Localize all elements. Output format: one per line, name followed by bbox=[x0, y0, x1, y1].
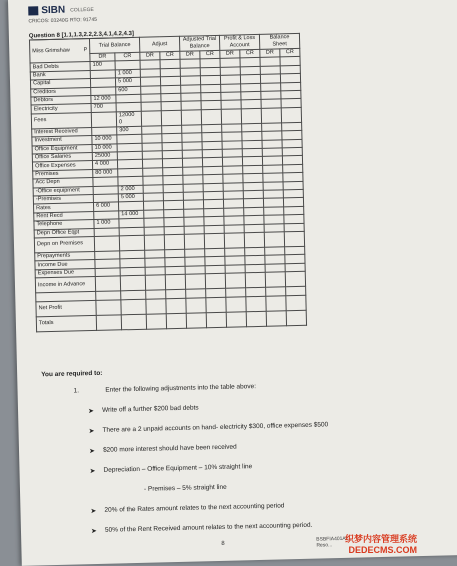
entry-cell bbox=[244, 232, 264, 247]
adjustment-text: Depreciation – Office Equipment – 10% straight line bbox=[103, 463, 253, 474]
required-heading: You are required to: bbox=[41, 369, 103, 379]
entry-cell bbox=[181, 110, 201, 125]
logo-mark-icon bbox=[28, 6, 38, 15]
arrow-bullet-icon: ➤ bbox=[90, 527, 97, 536]
entry-cell bbox=[281, 107, 301, 122]
document-page bbox=[8, 0, 457, 566]
account-name: Prepayments bbox=[35, 251, 95, 261]
account-name: Net Profit bbox=[36, 300, 96, 316]
arrow-bullet-icon: ➤ bbox=[90, 507, 97, 516]
cr-value-overflow: 0 bbox=[118, 119, 123, 126]
account-name: Bad Debts bbox=[30, 62, 90, 72]
account-name: Income Due bbox=[35, 260, 95, 270]
adjustment-item bbox=[89, 459, 443, 476]
account-name: Telephone bbox=[34, 220, 94, 230]
group-header: Adjusted Trial Balance bbox=[179, 35, 219, 51]
trial-balance-dr: 10 000 bbox=[92, 135, 117, 144]
entry-cell bbox=[186, 312, 206, 327]
entry-cell bbox=[261, 108, 281, 123]
entry-cell bbox=[246, 311, 266, 326]
name-header bbox=[29, 39, 90, 64]
entry-cell bbox=[201, 109, 221, 124]
entry-cell bbox=[241, 108, 261, 123]
cr-header: CR bbox=[240, 49, 260, 58]
entry-cell bbox=[206, 312, 226, 327]
trial-balance-dr: 700 bbox=[91, 103, 116, 112]
item-number: 1. bbox=[73, 387, 80, 395]
entry-cell bbox=[286, 310, 306, 325]
logo-subtext: COLLEGE bbox=[70, 6, 94, 13]
group-header: Adjust bbox=[139, 36, 179, 52]
entry-cell bbox=[246, 296, 266, 311]
entry-cell bbox=[144, 235, 164, 250]
entry-cell bbox=[286, 295, 306, 310]
dr-header: DR bbox=[220, 50, 240, 59]
dr-header: DR bbox=[260, 49, 280, 58]
account-name: Electricity bbox=[31, 104, 91, 114]
account-name: Acc Depn bbox=[33, 178, 93, 188]
trial-balance-cr bbox=[121, 314, 146, 330]
trial-balance-cr bbox=[121, 299, 146, 315]
account-name: Bank bbox=[30, 70, 90, 80]
dr-header: DR bbox=[90, 53, 115, 62]
watermark-line-2: DEDECMS.COM bbox=[348, 545, 418, 555]
cricos-code: CRICOS: 03240G RTO: 91745 bbox=[28, 16, 98, 25]
entry-cell bbox=[165, 274, 185, 289]
arrow-bullet-icon: ➤ bbox=[87, 408, 95, 416]
cr-value: 5 000 bbox=[120, 194, 135, 201]
cr-value: 2 000 bbox=[120, 185, 135, 193]
entry-cell bbox=[161, 110, 181, 125]
account-name: Office Equipment bbox=[32, 144, 92, 154]
logo-text: SIBN bbox=[41, 4, 66, 17]
cr-value: 12000 bbox=[118, 111, 135, 119]
adjustment-text: Write off a further $200 bad debts bbox=[101, 404, 199, 414]
entry-cell bbox=[225, 273, 245, 288]
account-name: -Premises bbox=[33, 194, 93, 204]
cr-header: CR bbox=[115, 52, 140, 61]
entry-cell bbox=[245, 272, 265, 287]
entry-cell bbox=[166, 313, 186, 328]
entry-cell bbox=[226, 311, 246, 326]
account-name: Premises bbox=[33, 169, 93, 179]
adjustment-item bbox=[90, 518, 445, 536]
college-logo bbox=[28, 3, 133, 17]
trial-balance-dr bbox=[96, 299, 121, 315]
account-name: Interest Received bbox=[32, 127, 92, 137]
group-header: Trial Balance bbox=[89, 37, 139, 53]
trial-balance-dr bbox=[96, 314, 121, 330]
group-header: Balance Sheet bbox=[259, 33, 299, 49]
trial-balance-dr: 10 000 bbox=[92, 143, 117, 152]
account-name: Depn Office Eqpt bbox=[34, 228, 94, 238]
trial-balance-dr: 12 000 bbox=[91, 95, 116, 104]
entry-cell bbox=[141, 111, 161, 126]
trial-balance-dr: 80 000 bbox=[93, 169, 118, 178]
entry-cell bbox=[266, 295, 286, 310]
adjustment-text: There are a 2 unpaid accounts on hand- electricity $300, office expenses $500 bbox=[102, 421, 329, 434]
account-name: Debtors bbox=[31, 95, 91, 105]
worksheet-table bbox=[28, 30, 307, 332]
cr-header: CR bbox=[200, 50, 220, 59]
instruction-item bbox=[41, 379, 441, 396]
arrow-bullet-icon: ➤ bbox=[88, 448, 96, 456]
entry-cell bbox=[264, 232, 284, 247]
entry-cell bbox=[265, 272, 285, 287]
cr-value: 1 000 bbox=[117, 69, 132, 77]
adjustment-text: 20% of the Rates amount relates to the next accounting period bbox=[104, 502, 285, 514]
cr-value: 300 bbox=[119, 127, 129, 134]
page-number: 8 bbox=[221, 540, 225, 547]
trial-balance-dr bbox=[94, 236, 119, 252]
adjustment-item bbox=[88, 419, 442, 436]
cr-value: 5 000 bbox=[117, 78, 133, 85]
trial-balance-cr bbox=[119, 235, 144, 251]
worksheet-body bbox=[30, 57, 306, 332]
adjustment-list bbox=[42, 399, 445, 536]
adjustment-text: 50% of the Rent Received amount relates to the next accounting period. bbox=[104, 521, 313, 534]
adjustment-item bbox=[90, 498, 444, 516]
entry-cell bbox=[166, 298, 186, 313]
watermark-line-1: 织梦内容管理系统 bbox=[345, 534, 418, 544]
entry-cell bbox=[285, 271, 305, 286]
entry-cell bbox=[224, 233, 244, 248]
entry-cell bbox=[206, 297, 226, 312]
entry-cell bbox=[204, 233, 224, 248]
trial-balance-dr bbox=[95, 276, 120, 292]
account-name: Capital bbox=[30, 79, 90, 89]
account-name: Creditors bbox=[31, 87, 91, 97]
cr-value: 14 000 bbox=[121, 210, 139, 218]
footer-code-text-2: Reso... bbox=[316, 542, 333, 549]
cr-header: CR bbox=[280, 48, 300, 57]
cr-header: CR bbox=[160, 51, 180, 60]
trial-balance-dr: 1 000 bbox=[94, 219, 119, 228]
name-header-text: Miss Grimshaw bbox=[32, 47, 70, 55]
dr-header: DR bbox=[180, 51, 200, 60]
trial-balance-cr bbox=[120, 275, 145, 291]
account-name: Office Salaries bbox=[32, 152, 92, 162]
entry-cell bbox=[221, 109, 241, 124]
entry-cell bbox=[164, 234, 184, 249]
p-header: P bbox=[83, 46, 88, 53]
premises-line: - Premises – 5% straight line bbox=[143, 483, 227, 493]
account-name: Income in Advance bbox=[35, 277, 95, 293]
watermark bbox=[345, 534, 417, 556]
entry-cell bbox=[266, 310, 286, 325]
arrow-bullet-icon: ➤ bbox=[88, 428, 95, 436]
account-name: Rates bbox=[33, 203, 93, 213]
adjustment-item bbox=[88, 439, 443, 456]
entry-cell bbox=[226, 296, 246, 311]
item-text: Enter the following adjustments into the table above: bbox=[105, 383, 257, 394]
account-name: Expenses Due bbox=[35, 268, 95, 278]
arrow-bullet-icon: ➤ bbox=[89, 468, 96, 476]
entry-cell bbox=[205, 273, 225, 288]
trial-balance-dr: 100 bbox=[90, 61, 115, 70]
trial-balance-dr: 4 000 bbox=[92, 160, 117, 169]
account-name: -Office equipment bbox=[33, 186, 93, 196]
dr-header: DR bbox=[140, 52, 160, 61]
entry-cell bbox=[146, 298, 166, 313]
adjustment-text: $200 more interest should have been received bbox=[102, 443, 237, 454]
entry-cell bbox=[284, 231, 304, 246]
account-name: Office Expenses bbox=[32, 161, 92, 171]
question-title: Question 8 [1.1,1.3,2.2,2.3,4.1,4.2,4.3] bbox=[28, 30, 135, 40]
group-header: Profit & Loss Account bbox=[219, 34, 259, 50]
entry-cell bbox=[184, 234, 204, 249]
entry-cell bbox=[145, 275, 165, 290]
adjustment-item bbox=[87, 399, 442, 416]
entry-cell bbox=[185, 274, 205, 289]
entry-cell bbox=[146, 313, 166, 328]
trial-balance-cr bbox=[116, 111, 141, 127]
trial-balance-dr: 25000 bbox=[92, 152, 117, 161]
trial-balance-dr: 6 000 bbox=[93, 202, 118, 211]
trial-balance-dr bbox=[91, 112, 116, 128]
instructions bbox=[41, 362, 445, 549]
cr-value: 600 bbox=[118, 86, 128, 94]
footer-code-text: BSBFIA401A/... bbox=[316, 535, 352, 543]
account-name: Depn on Premises bbox=[34, 236, 94, 252]
account-name: Investment bbox=[32, 136, 92, 146]
entry-cell bbox=[186, 297, 206, 312]
account-name: Fees bbox=[31, 112, 91, 128]
account-name: Rent Recd bbox=[34, 211, 94, 221]
account-name: Totals bbox=[36, 315, 96, 331]
